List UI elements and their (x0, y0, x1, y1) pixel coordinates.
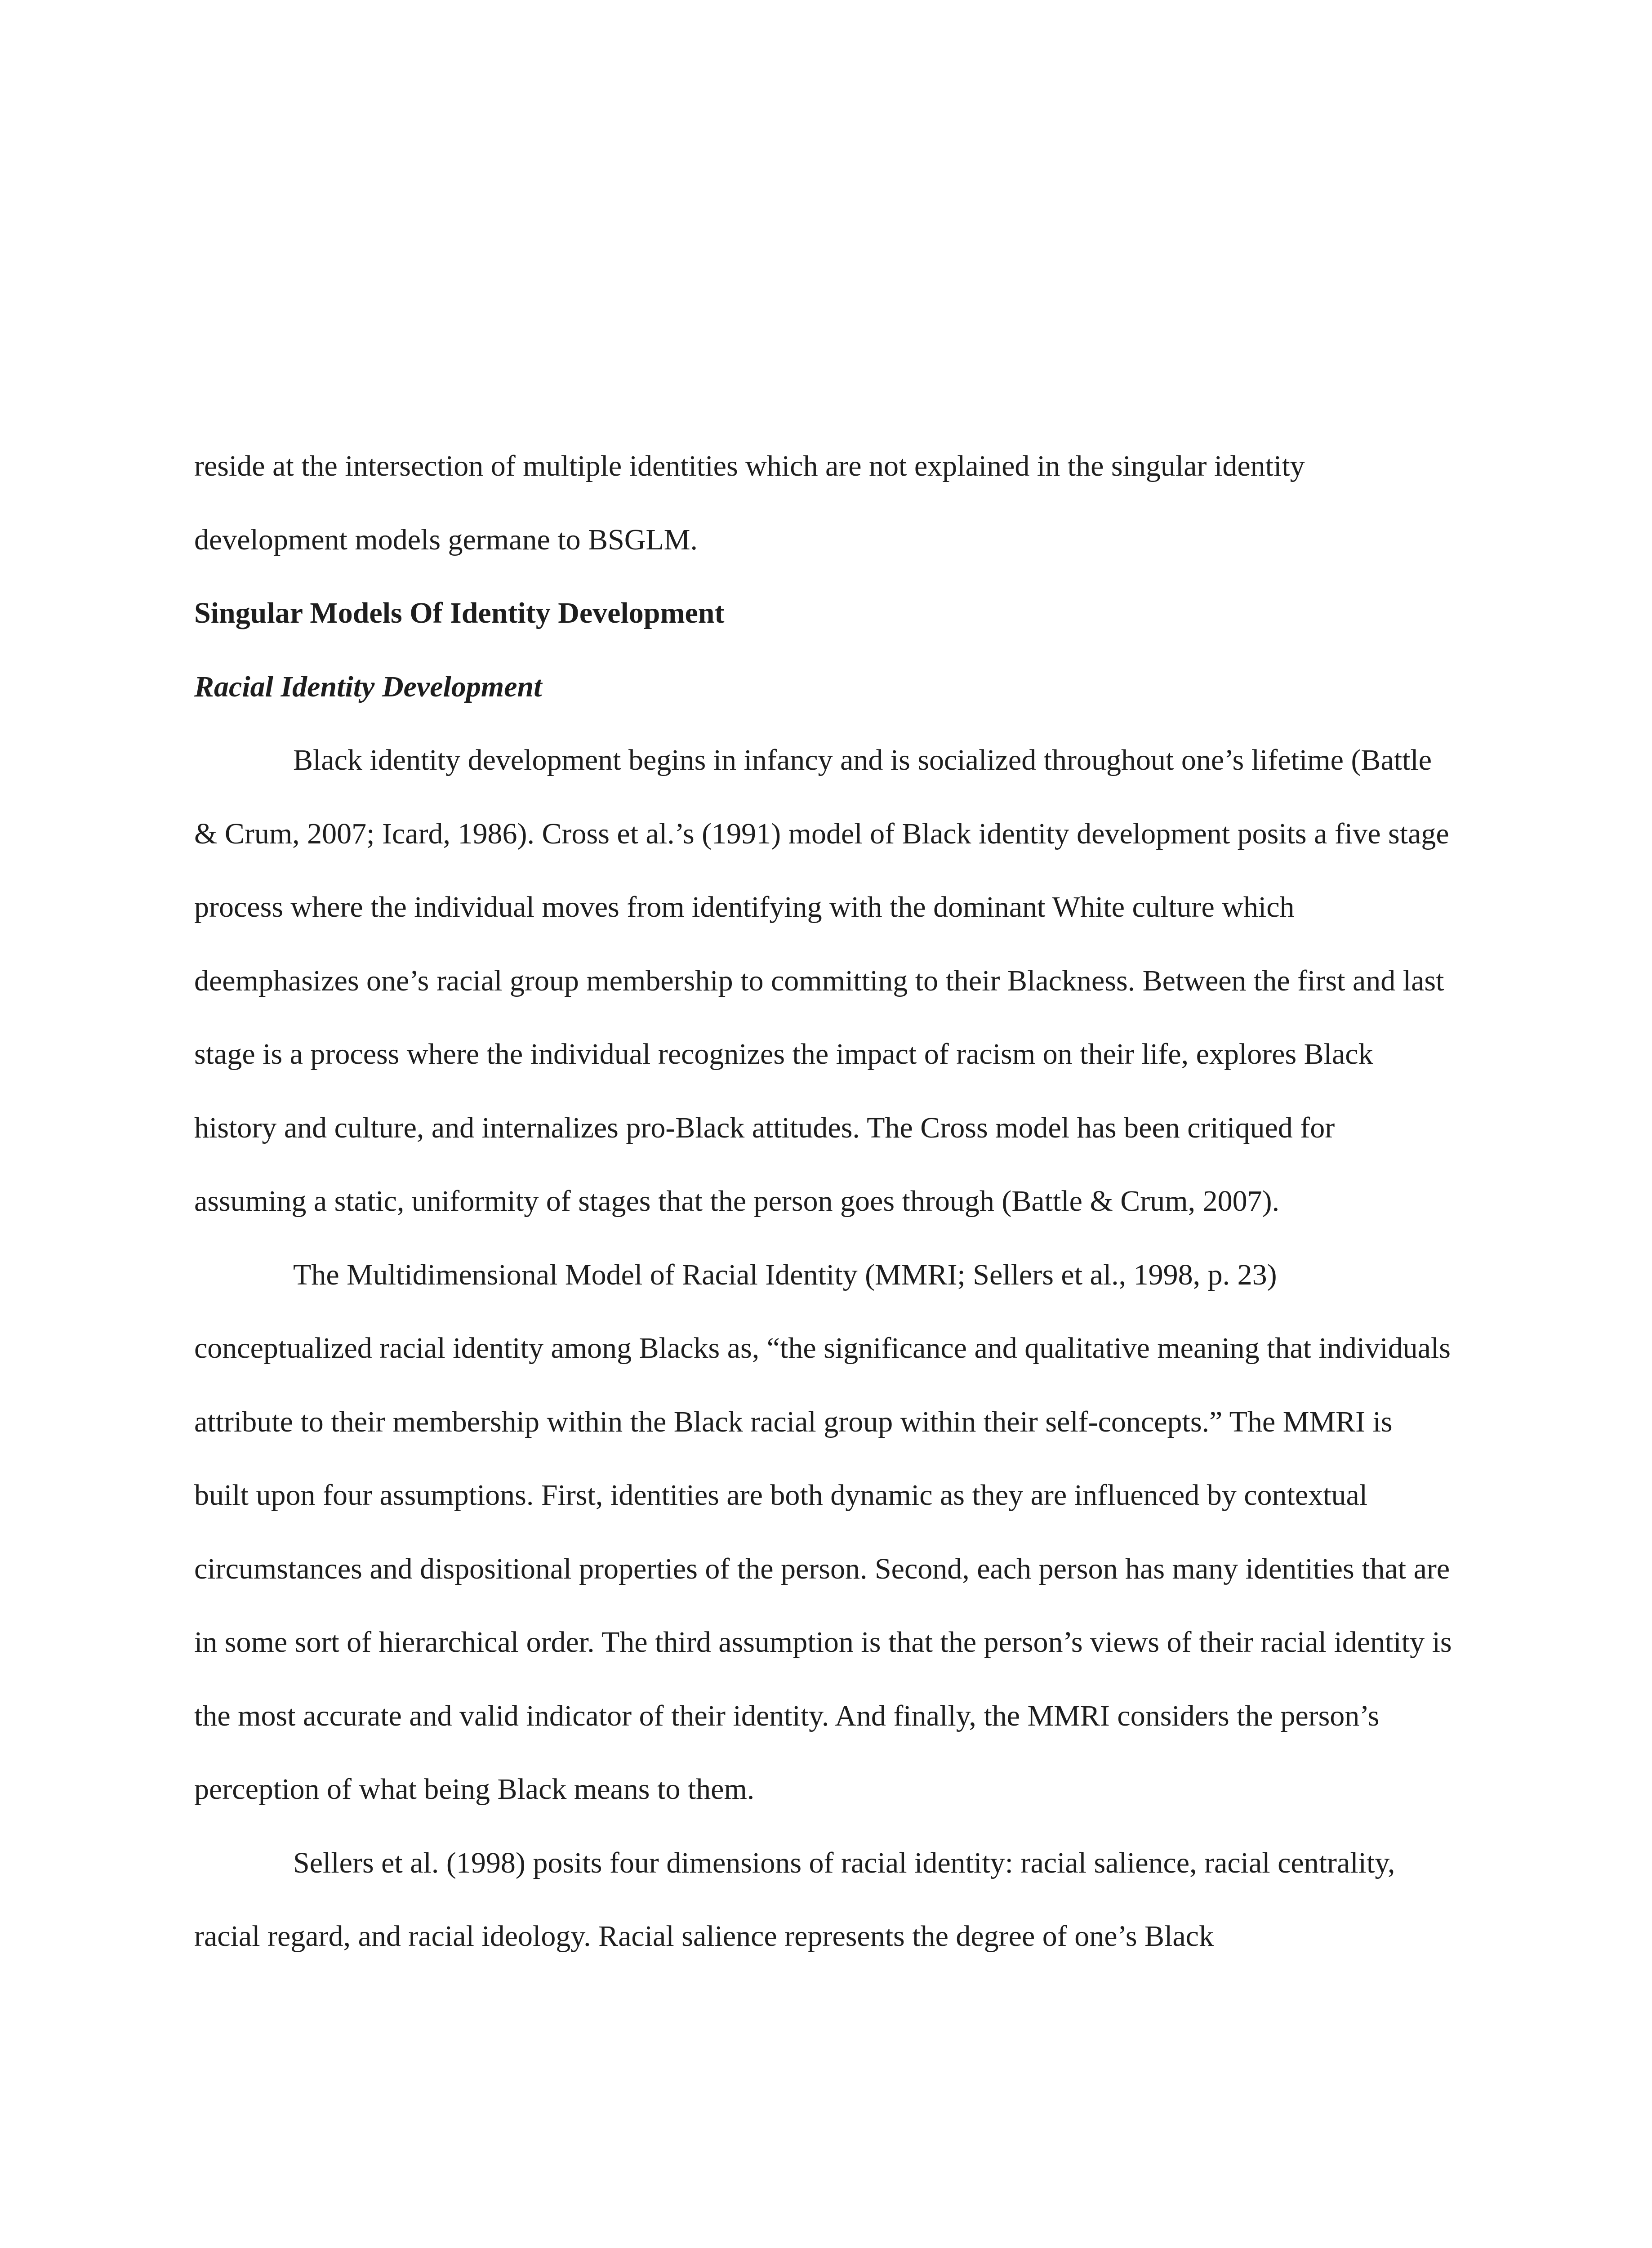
subsection-heading: Racial Identity Development (194, 670, 542, 703)
paragraph-dimensions: Sellers et al. (1998) posits four dimensions of racial identity: racial salience, racial centrality, racial regard, and racial ideology. Racial salience represents the degree of one’s Black (194, 1846, 1395, 1953)
paragraph-mmri: The Multidimensional Model of Racial Identity (MMRI; Sellers et al., 1998, p. 23) conceptualized racial identity among Blacks as, “the significance and qualitative meaning that individuals attribute to their membership within the Black racial group within their self-concepts.” The MMRI is built upon four assumptions. First, identities are both dynamic as they are influenced by contextual circumstances and dispositional properties of the person. Second, each person has many identities that are in some sort of hierarchical order. The third assumption is that the person’s views of their racial identity is the most accurate and valid indicator of their identity. And finally, the MMRI considers the person’s perception of what being Black means to them. (194, 1258, 1452, 1806)
paragraph-black-identity: Black identity development begins in infancy and is socialized throughout one’s lifetime (Battle & Crum, 2007; Icard, 1986). Cross et al.’s (1991) model of Black identity development posits a five stage process where the individual moves from identifying with the dominant White culture which deemphasizes one’s racial group membership to committing to their Blackness. Between the first and last stage is a process where the individual recognizes the impact of racism on their life, explores Black history and culture, and internalizes pro-Black attitudes. The Cross model has been critiqued for assuming a static, uniformity of stages that the person goes through (Battle & Crum, 2007). (194, 744, 1449, 1218)
section-heading: Singular Models Of Identity Development (194, 597, 725, 629)
body-text (194, 429, 1453, 1973)
paragraph-continuation: reside at the intersection of multiple identities which are not explained in the singular identity development models germane to BSGLM. (194, 450, 1305, 556)
